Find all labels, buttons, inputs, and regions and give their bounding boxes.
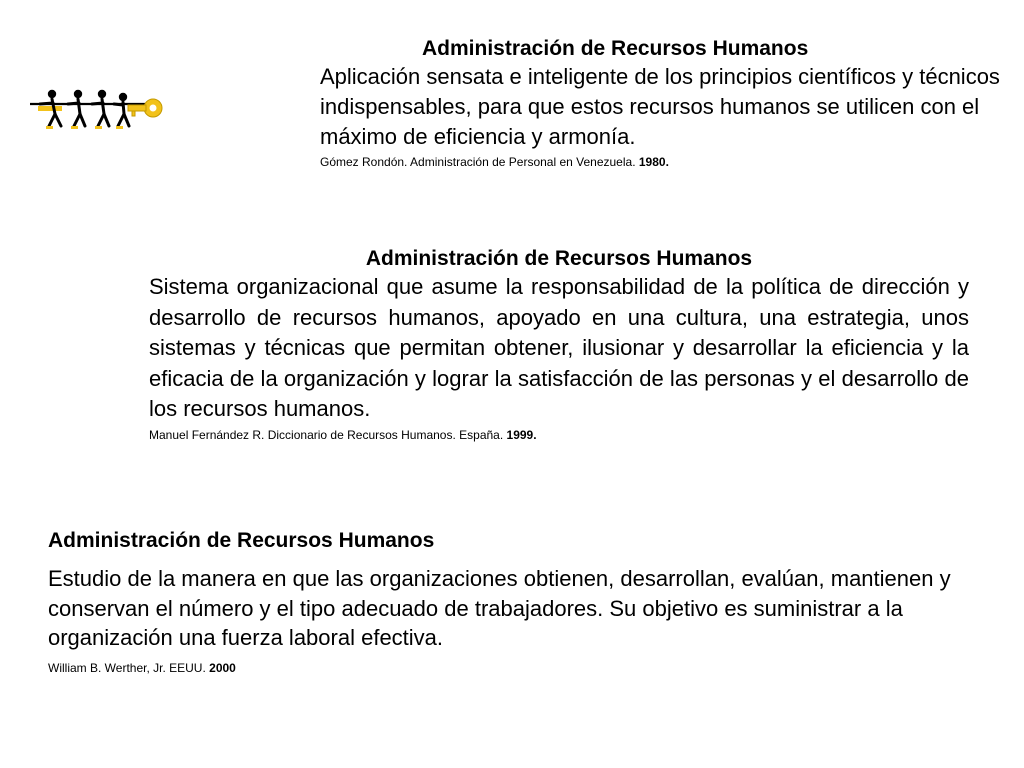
citation-year: 1980. <box>638 155 669 169</box>
definition-2-title: Administración de Recursos Humanos <box>365 247 753 270</box>
citation-source: Manuel Fernández R. Diccionario de Recursos Humanos. España. <box>149 427 507 442</box>
definition-1 <box>320 36 1000 171</box>
definition-3-text: Estudio de la manera en que las organizaciones obtienen, desarrollan, evalúan, mantienen y conservan el número y el tipo adecuado de trabajadores. Su objetivo es suministrar a la organización una fuerza laboral efectiva. <box>48 566 951 650</box>
definition-1-title: Administración de Recursos Humanos <box>422 37 809 60</box>
definition-1-text: Aplicación sensata e inteligente de los principios científicos y técnicos indispensables, para que estos recursos humanos se utilicen con el máximo de eficiencia y armonía. <box>320 64 1000 149</box>
citation-year: 2000 <box>209 660 236 675</box>
citation-year: 1999. <box>506 427 537 442</box>
people-pulling-key-icon <box>28 86 166 134</box>
definition-2 <box>149 246 969 444</box>
definition-3-citation <box>48 659 1008 677</box>
definition-3 <box>48 528 1008 677</box>
definition-2-text: Sistema organizacional que asume la responsabilidad de la política de dirección y desarrollo de recursos humanos, apoyado en una cultura, una estrategia, unos sistemas y técnicas que permitan obtener, ilusionar y desarrollar la eficiencia y la eficacia de la organización y lograr la satisfacción de las personas y el desarrollo de los recursos humanos. <box>149 274 969 421</box>
definition-1-citation <box>320 153 1000 171</box>
citation-source: Gómez Rondón. Administración de Personal en Venezuela. <box>320 155 639 169</box>
definition-2-citation <box>149 426 969 444</box>
definition-3-title: Administración de Recursos Humanos <box>48 529 435 552</box>
citation-source: William B. Werther, Jr. EEUU. <box>48 660 210 675</box>
